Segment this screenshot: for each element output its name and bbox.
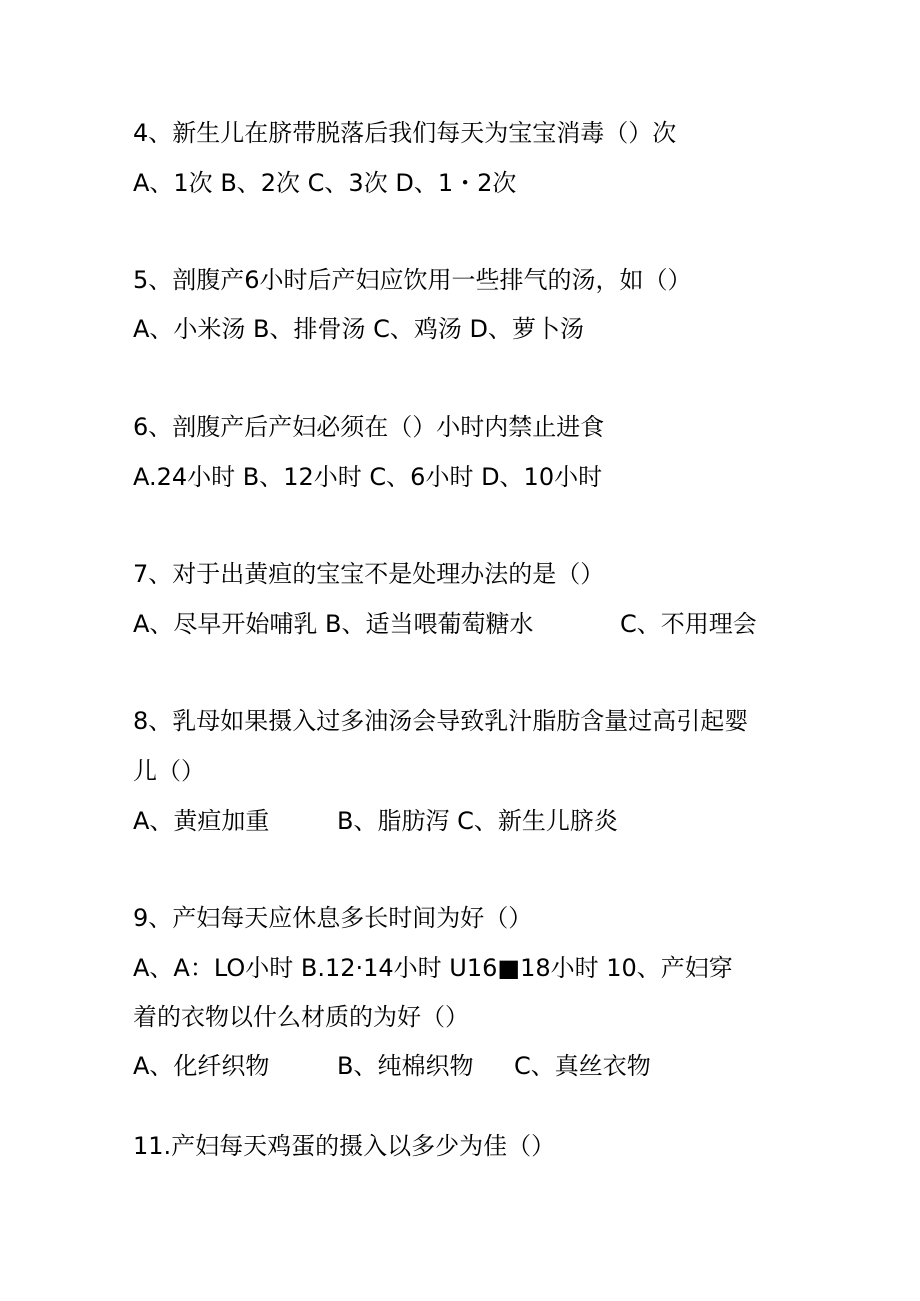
question-10-option-b-text: B、纯棉织物 — [337, 1052, 474, 1080]
question-8-stem-line1 — [133, 705, 748, 737]
question-5-options — [133, 313, 584, 345]
question-11-stem — [133, 1130, 555, 1162]
question-9-options-line1-text: A、A：LO小时 B.12·14小时 U16■18小时 10、产妇穿 — [133, 954, 733, 982]
question-9-stem-text: 9、产妇每天应休息多长时间为好（） — [133, 904, 533, 932]
question-7-stem — [133, 558, 604, 590]
question-8-options-bc — [337, 805, 618, 837]
question-6-stem-text: 6、剖腹产后产妇必须在（）小时内禁止进食 — [133, 413, 605, 441]
question-6-stem — [133, 411, 604, 443]
question-10-option-c-text: C、真丝衣物 — [514, 1052, 651, 1080]
question-8-option-a-text: A、黄疸加重 — [133, 807, 270, 835]
question-10-stem-text: 着的衣物以什么材质的为好（） — [133, 1003, 469, 1031]
question-7-options-ab — [133, 608, 534, 640]
question-10-stem — [133, 1001, 469, 1033]
question-5-options-text: A、小米汤 B、排骨汤 C、鸡汤 D、萝卜汤 — [133, 315, 585, 343]
question-6-options-text: A.24小时 B、12小时 C、6小时 D、10小时 — [133, 463, 603, 491]
question-5-stem-text: 5、剖腹产6小时后产妇应饮用一些排气的汤，如（） — [133, 266, 692, 294]
question-7-options-ab-text: A、尽早开始哺乳 B、适当喂葡萄糖水 — [133, 610, 534, 638]
question-4-stem-text: 4、新生儿在脐带脱落后我们每天为宝宝消毒（）次 — [133, 119, 677, 147]
question-6-options — [133, 461, 602, 493]
question-10-option-a-text: A、化纤织物 — [133, 1052, 270, 1080]
question-4-options-text: A、1次 B、2次 C、3次 D、1・2次 — [133, 169, 517, 197]
question-4-stem — [133, 117, 676, 149]
question-11-stem-text: 11.产妇每天鸡蛋的摄入以多少为佳（） — [133, 1132, 556, 1160]
question-5-stem — [133, 264, 692, 296]
question-8-option-a — [133, 805, 269, 837]
question-7-stem-text: 7、对于出黄疸的宝宝不是处理办法的是（） — [133, 560, 605, 588]
question-4-options — [133, 167, 516, 199]
question-8-stem-line2 — [133, 755, 205, 787]
question-8-options-bc-text: B、脂肪泻 C、新生儿脐炎 — [337, 807, 618, 835]
question-10-option-b — [337, 1050, 473, 1082]
question-8-stem-line2-text: 儿（） — [133, 757, 205, 785]
question-7-option-c-text: C、不用理会 — [620, 610, 757, 638]
question-7-option-c — [620, 608, 757, 640]
question-8-stem-line1-text: 8、乳母如果摄入过多油汤会导致乳汁脂肪含量过高引起婴 — [133, 707, 749, 735]
question-9-stem — [133, 902, 532, 934]
question-10-option-a — [133, 1050, 269, 1082]
question-10-option-c — [514, 1050, 651, 1082]
question-9-options-line1 — [133, 952, 733, 984]
